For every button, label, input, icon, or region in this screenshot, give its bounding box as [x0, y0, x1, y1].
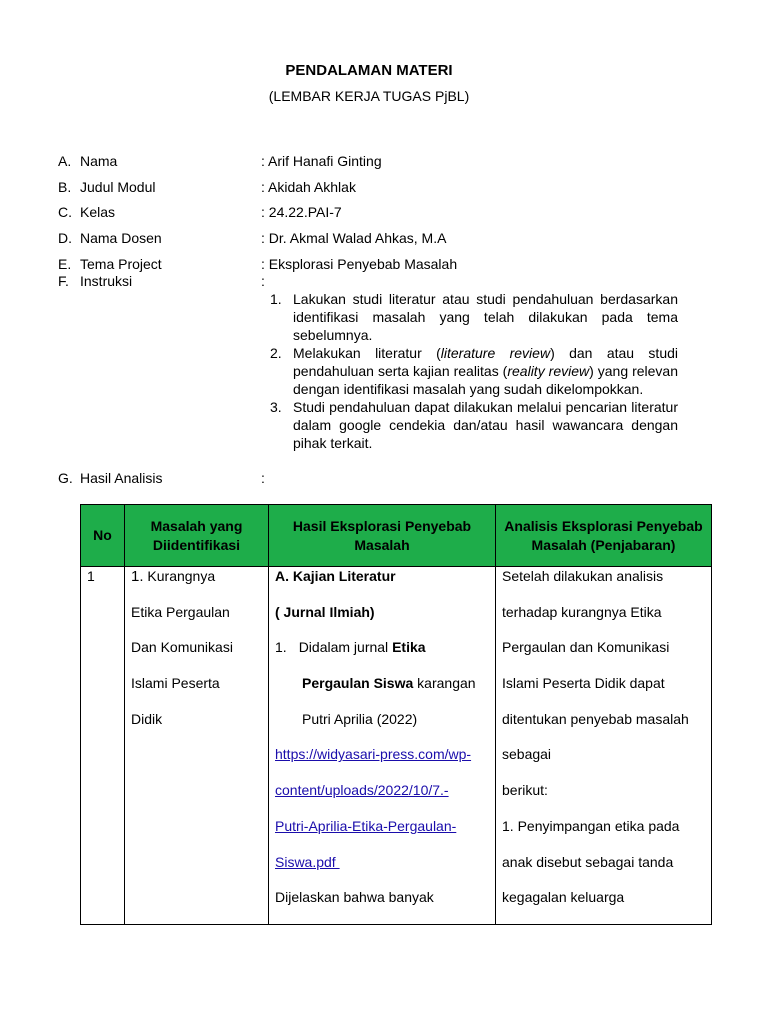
analisis-line: ditentukan penyebab masalah	[502, 710, 689, 727]
hasil-item-line	[275, 674, 493, 710]
field-letter: G.	[58, 470, 73, 486]
hasil-item-text: karangan	[417, 675, 476, 692]
analisis-line: kegagalan keluarga	[502, 889, 625, 906]
field-label: Nama	[80, 153, 118, 169]
field-label: Judul Modul	[80, 179, 156, 195]
instruction-text: Lakukan studi literatur atau studi pendahuluan berdasarkan identifikasi masalah yang telah dilakukan pada tema sebelumnya.	[293, 291, 678, 343]
instruction-item	[270, 398, 678, 452]
analisis-line: berikut:	[502, 782, 548, 799]
cell-masalah	[125, 567, 269, 925]
field-value: : Eksplorasi Penyebab Masalah	[261, 256, 458, 272]
header-analisis: Analisis Eksplorasi Penyebab Masalah (Penjabaran)	[496, 505, 712, 567]
hasil-item-text: Didalam jurnal	[298, 639, 389, 656]
hasil-author: Putri Aprilia (2022)	[302, 710, 418, 727]
field-label: Kelas	[80, 204, 116, 220]
analisis-line: Islami Peserta Didik dapat	[502, 675, 665, 692]
field-value: :	[261, 273, 265, 289]
hasil-item-bold: Etika	[392, 639, 426, 656]
field-label: Tema Project	[80, 256, 162, 272]
field-label: Hasil Analisis	[80, 470, 163, 486]
hasil-lines	[275, 567, 493, 924]
masalah-number: 1.	[131, 568, 144, 585]
field-value: : Dr. Akmal Walad Ahkas, M.A	[261, 230, 447, 246]
masalah-text: Kurangnya	[147, 568, 216, 584]
instruction-text: ) yang relevan dengan identifikasi masalah yang sudah dikelompokkan.	[293, 363, 678, 397]
hasil-item-bold: Pergaulan Siswa	[302, 675, 414, 692]
analisis-line: Setelah dilakukan analisis	[502, 568, 664, 584]
field-value: : Arif Hanafi Ginting	[261, 153, 382, 169]
instruction-list	[270, 290, 678, 452]
row-number: 1	[87, 568, 95, 584]
masalah-line: Didik	[131, 710, 163, 727]
field-letter: C.	[58, 204, 72, 220]
field-letter: D.	[58, 230, 72, 246]
instruction-number: 1.	[270, 291, 282, 307]
analisis-line: sebagai	[502, 746, 552, 763]
field-value: : 24.22.PAI-7	[261, 204, 342, 220]
page-title: PENDALAMAN MATERI	[285, 62, 453, 79]
instruction-text: Melakukan literatur (	[293, 345, 441, 361]
instruction-item	[270, 290, 678, 344]
journal-link[interactable]: Putri-Aprilia-Etika-Pergaulan-	[275, 817, 457, 834]
masalah-line: Dan Komunikasi	[131, 639, 233, 656]
field-value: :	[261, 470, 265, 486]
field-letter: B.	[58, 179, 72, 195]
page-subtitle: (LEMBAR KERJA TUGAS PjBL)	[268, 88, 470, 104]
journal-link[interactable]: Siswa.pdf	[275, 853, 340, 870]
header-hasil: Hasil Eksplorasi Penyebab Masalah	[269, 505, 496, 567]
journal-link[interactable]: https://widyasari-press.com/wp-	[275, 746, 472, 763]
analysis-table	[80, 504, 712, 925]
header-masalah: Masalah yang Diidentifikasi	[125, 505, 269, 567]
hasil-heading: A. Kajian Literatur	[275, 568, 396, 584]
masalah-line	[131, 567, 266, 603]
hasil-closing: Dijelaskan bahwa banyak	[275, 889, 434, 906]
cell-hasil	[269, 567, 496, 925]
hasil-item-line	[275, 638, 493, 674]
instruction-text: Studi pendahuluan dapat dilakukan melalui pencarian literatur dalam google cendekia dan/atau hasil wawancara dengan pihak terkait.	[293, 399, 678, 451]
table-row	[81, 567, 712, 925]
analisis-line: 1. Penyimpangan etika pada	[502, 817, 680, 834]
journal-link[interactable]: content/uploads/2022/10/7.-	[275, 782, 449, 799]
cell-analisis	[496, 567, 712, 925]
masalah-line: Etika Pergaulan	[131, 603, 230, 620]
instruction-italic: literature review	[440, 345, 551, 361]
field-letter: A.	[58, 153, 72, 169]
instruction-number: 3.	[270, 399, 282, 415]
field-letter: F.	[58, 273, 69, 289]
hasil-subheading: ( Jurnal Ilmiah)	[275, 603, 375, 620]
instruction-italic: reality review	[507, 363, 590, 379]
instruction-text: ) dan atau studi pendahuluan serta kajian realitas (	[293, 345, 679, 379]
hasil-item-number: 1.	[275, 639, 287, 656]
analisis-line: Pergaulan dan Komunikasi	[502, 639, 670, 656]
field-label: Nama Dosen	[80, 230, 162, 246]
cell-no	[81, 567, 125, 925]
field-letter: E.	[58, 256, 72, 272]
instruction-number: 2.	[270, 345, 282, 361]
analisis-line: terhadap kurangnya Etika	[502, 603, 662, 620]
table-header-row	[81, 505, 712, 567]
analisis-line: anak disebut sebagai tanda	[502, 853, 674, 870]
analisis-lines	[502, 567, 709, 924]
masalah-line: Islami Peserta	[131, 675, 220, 692]
field-value: : Akidah Akhlak	[261, 179, 356, 195]
masalah-lines	[131, 567, 266, 745]
header-no: No	[81, 505, 125, 567]
instruction-item	[270, 344, 678, 398]
field-label: Instruksi	[80, 273, 133, 289]
